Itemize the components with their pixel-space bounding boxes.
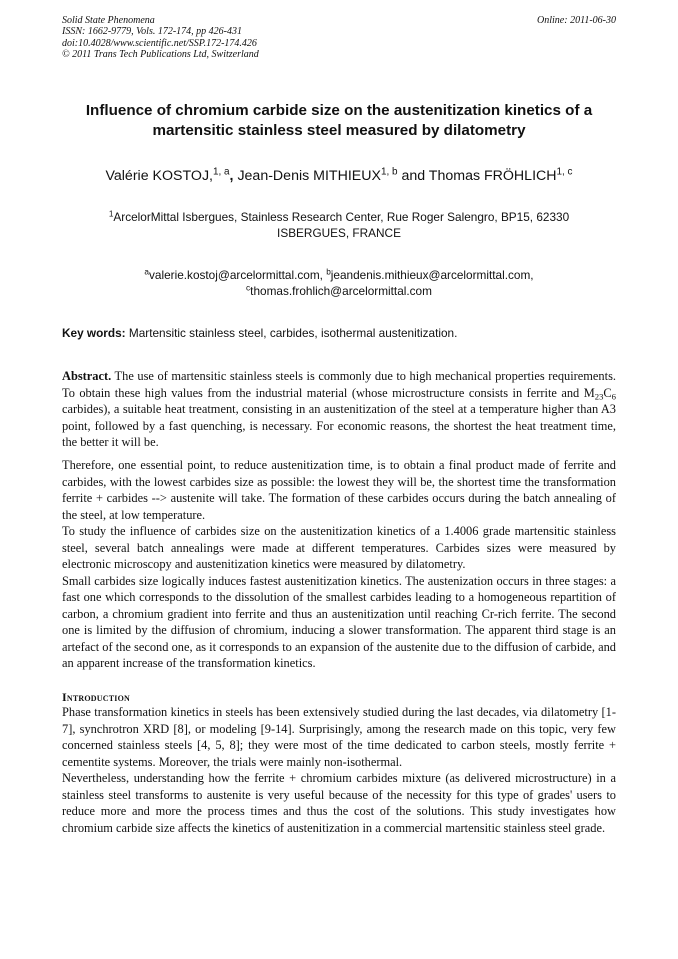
abstract-paragraph	[62, 368, 616, 451]
abstract-label: Abstract.	[62, 369, 112, 383]
keywords-text: Martensitic stainless steel, carbides, isothermal austenitization.	[125, 326, 458, 340]
intro-paragraph: Phase transformation kinetics in steels has been extensively studied during the last decades, via dilatometry [1-7], synchrotron XRD [8], or modeling [9-14]. Surprisingly, among the research made on this topic, very few concerned stainless steels [4, 5, 8]; they were most of the time dedicated to carbon steels, mostly ferrite + cementite systems. Moreover, the trials were mainly non-isothermal.	[62, 705, 616, 769]
abstract-text-1: The use of martensitic stainless steels is commonly due to high mechanical properties requirements. To obtain these high values from the industrial material (whose microstructure consists in ferrite and M	[62, 369, 616, 400]
online-date: Online: 2011-06-30	[537, 15, 616, 26]
email-marker-a: a	[144, 267, 150, 277]
doi-line: doi:10.4028/www.scientific.net/SSP.172-174.426	[62, 37, 257, 49]
author-3: and Thomas FRÖHLICH	[397, 168, 557, 184]
issn-line: ISSN: 1662-9779, Vols. 172-174, pp 426-431	[62, 26, 242, 38]
keywords-label: Key words:	[62, 326, 126, 340]
journal-name: Solid State Phenomena	[62, 15, 155, 26]
author-emails	[62, 267, 616, 299]
email-a[interactable]: valerie.kostoj@arcelormittal.com,	[149, 268, 323, 282]
affiliation-text: ArcelorMittal Isbergues, Stainless Research Center, Rue Roger Salengro, BP15, 62330	[113, 210, 570, 224]
email-line-1	[62, 267, 616, 283]
copyright-line: © 2011 Trans Tech Publications Ltd, Switzerland	[62, 49, 259, 61]
affiliation-marker: 1	[108, 209, 114, 219]
author-2: Jean-Denis MITHIEUX	[233, 168, 381, 184]
email-marker-b: b	[326, 267, 331, 277]
abstract	[62, 368, 616, 451]
author-3-affil: 1, c	[556, 166, 573, 178]
affiliation	[62, 209, 616, 241]
author-list	[62, 167, 616, 185]
introduction-heading: Introduction	[62, 690, 130, 704]
abstract-text-3: carbides), a suitable heat treatment, consisting in an austenitization of the steel at a temperature higher than A3 point, followed by a fast quenching, is necessary. For economic reasons, the shortest the heat treatment time, the better it will be.	[62, 402, 616, 449]
body-paragraph: Small carbides size logically induces fastest austenitization kinetics. The austenization occurs in three stages: a fast one which corresponds to the dissolution of the smallest carbides leading to a homogeneous repartition of carbon, a chromium gradient into ferrite and thus an austenitization until reaching Cr-rich ferrite. The second one is limited by the diffusion of chromium, inducing a slower transformation. The apparent third stage is an artefact of the second one, as it corresponds to an expansion of the austenite due to the diffusion of carbide, and an apparent increase of the transformation kinetics.	[62, 573, 616, 670]
introduction-section	[62, 704, 616, 836]
abstract-text-2: C	[603, 385, 612, 400]
body-paragraph: Therefore, one essential point, to reduce austenitization time, is to obtain a final product made of ferrite and carbides, with the lowest carbides size as possible: the lowest they will be, the shortest time the transformation ferrite + carbides --> austenite will take. The formation of these carbides occurs during the batch annealing of the steel, at low temperature.	[62, 458, 616, 522]
abstract-sub-2: 6	[611, 391, 616, 402]
affiliation-line-2: ISBERGUES, FRANCE	[277, 226, 401, 240]
abstract-sub-1: 23	[594, 391, 604, 402]
email-b[interactable]: jeandenis.mithieux@arcelormittal.com,	[330, 268, 534, 282]
author-2-affil: 1, b	[380, 166, 398, 178]
author-separator: ,	[229, 168, 234, 184]
author-1: Valérie KOSTOJ,	[105, 168, 213, 184]
email-c[interactable]: thomas.frohlich@arcelormittal.com	[250, 284, 432, 298]
email-line-2	[62, 283, 616, 299]
intro-paragraph: Nevertheless, understanding how the ferrite + chromium carbides mixture (as delivered microstructure) in a stainless steel transforms to austenite is very useful because of the necessity for this type of grades' users to reduce more and more the process times and thus the cost of the solutions. This study investigates how chromium carbide size affects the kinetics of austenitization in a commercial martensitic stainless steel grade.	[62, 771, 616, 835]
email-marker-c: c	[246, 283, 251, 293]
journal-header	[62, 15, 259, 61]
affiliation-line-1	[62, 209, 616, 225]
body-paragraph: To study the influence of carbides size on the austenitization kinetics of a 1.4006 grade martensitic stainless steel, several batch annealings were made at different temperatures. Carbides sizes were measured by electronic microscopy and austenitization kinetics were measured by dilatometry.	[62, 524, 616, 571]
abstract-continuation	[62, 457, 616, 672]
author-1-affil: 1, a	[212, 166, 230, 178]
keywords	[62, 325, 616, 341]
paper-title: Influence of chromium carbide size on the austenitization kinetics of a martensitic stainless steel measured by dilatometry	[85, 102, 593, 139]
